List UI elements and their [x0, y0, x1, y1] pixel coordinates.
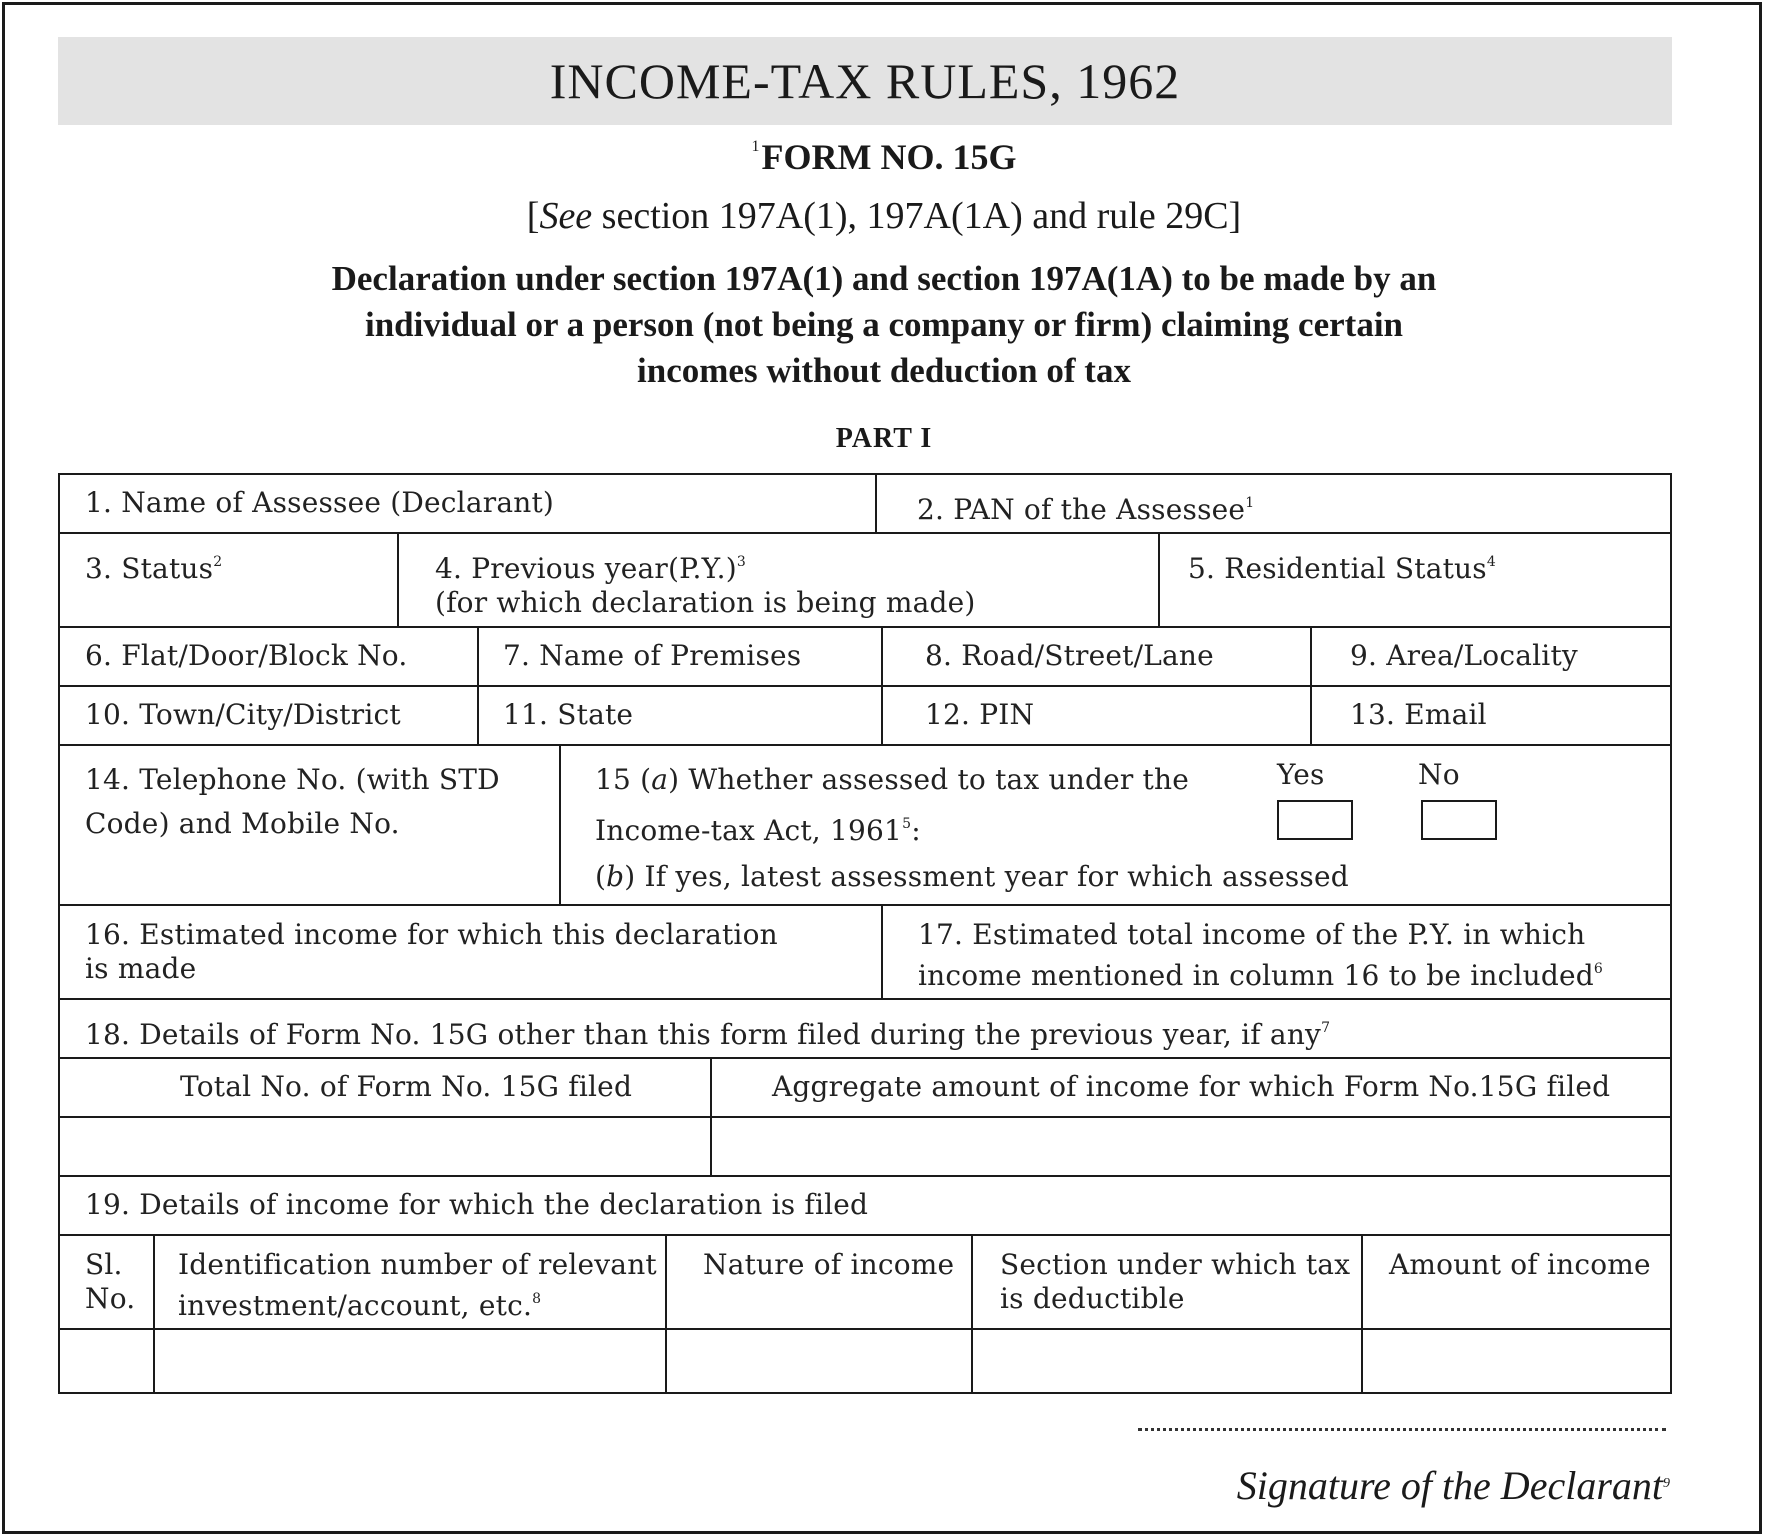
footnote-marker: 5: [902, 816, 912, 832]
col-section-line-1: Section under which tax: [1000, 1248, 1351, 1281]
field-estimated-total-line-2: income mentioned in column 16 to be included: [918, 959, 1594, 992]
col-total-forms-filed: Total No. of Form No. 15G filed: [180, 1070, 633, 1103]
field-pin: 12. PIN: [925, 698, 1035, 731]
rule-line: [58, 1234, 1672, 1236]
col-section-line-2: is deductible: [1000, 1282, 1185, 1315]
field-estimated-income: [85, 918, 778, 986]
colon: :: [911, 814, 921, 847]
yes-checkbox[interactable]: [1277, 800, 1353, 840]
field-telephone-line-2: Code) and Mobile No.: [85, 807, 400, 840]
footnote-marker: 6: [1593, 961, 1604, 977]
rule-line: [58, 685, 1672, 687]
field-residential-status-label: 5. Residential Status: [1188, 552, 1487, 585]
footnote-marker: 9: [1663, 1476, 1670, 1491]
col-amount-of-income: Amount of income: [1389, 1248, 1651, 1281]
field-pan: [917, 486, 1254, 527]
col-section: [1000, 1248, 1350, 1316]
field-state: 11. State: [503, 698, 634, 731]
field-latest-assessment-text: ) If yes, latest assessment year for which assessed: [624, 860, 1349, 893]
rule-line: [58, 904, 1672, 906]
section-reference-text: section 197A(1), 197A(1A) and rule 29C]: [601, 195, 1242, 237]
rule-line: [58, 473, 1672, 475]
footnote-marker: 1: [1245, 495, 1255, 511]
see-word: See: [539, 195, 593, 237]
field-status-label: 3. Status: [85, 552, 214, 585]
rule-line: [397, 532, 399, 628]
field-assessed-act: Income-tax Act, 1961: [595, 814, 903, 847]
rule-line: [1361, 1234, 1363, 1394]
part-heading: PART I: [835, 423, 933, 454]
rule-line: [153, 1234, 155, 1394]
col-identification-line-2: investment/account, etc.: [178, 1289, 533, 1322]
item-letter: b: [606, 860, 625, 893]
form-number-text: FORM NO. 15G: [761, 137, 1017, 177]
rule-line: [58, 532, 1672, 534]
field-other-form-label: 18. Details of Form No. 15G other than this form filed during the previous year, if any: [85, 1018, 1322, 1051]
field-residential-status: [1188, 545, 1496, 586]
rule-line: [881, 904, 883, 1000]
footnote-marker: 2: [213, 554, 223, 570]
field-previous-year-label: 4. Previous year(P.Y.): [435, 552, 737, 585]
rule-line: [58, 1328, 1672, 1330]
yes-label: Yes: [1277, 758, 1325, 791]
field-email: 13. Email: [1350, 698, 1487, 731]
field-estimated-total-line-1: 17. Estimated total income of the P.Y. in which: [918, 918, 1586, 951]
field-previous-year-note: (for which declaration is being made): [435, 586, 976, 619]
col-identification-number: [178, 1248, 657, 1323]
item-letter: a: [651, 763, 669, 796]
field-assessed-to-tax: [595, 758, 1189, 853]
rule-line: [875, 473, 877, 534]
field-income-details: 19. Details of income for which the declaration is filed: [85, 1188, 869, 1221]
col-serial-number: [85, 1248, 135, 1316]
paren: 15 (: [595, 763, 652, 796]
col-aggregate-amount: Aggregate amount of income for which Form No.15G filed: [772, 1070, 1611, 1103]
footnote-marker: 7: [1321, 1020, 1331, 1036]
field-area-locality: 9. Area/Locality: [1350, 639, 1578, 672]
rule-line: [1670, 473, 1672, 1394]
no-checkbox[interactable]: [1421, 800, 1497, 840]
field-telephone: [85, 758, 500, 846]
declaration-line-2: individual or a person (not being a company or firm) claiming certain: [364, 305, 1404, 344]
field-latest-assessment-year: [595, 860, 1349, 894]
field-telephone-line-1: 14. Telephone No. (with STD: [85, 763, 500, 796]
field-estimated-income-line-1: 16. Estimated income for which this declaration: [85, 918, 778, 951]
signature-line: [1138, 1428, 1666, 1431]
rules-title: INCOME-TAX RULES, 1962: [549, 53, 1181, 109]
rule-line: [477, 626, 479, 746]
field-estimated-total-income: [918, 918, 1603, 993]
field-status: [85, 545, 222, 586]
rule-line: [58, 626, 1672, 628]
footnote-marker: 4: [1486, 554, 1496, 570]
paren: (: [595, 860, 607, 893]
rule-line: [1310, 626, 1312, 746]
col-serial-line-2: No.: [85, 1282, 136, 1315]
field-name-of-assessee: 1. Name of Assessee (Declarant): [85, 486, 555, 519]
rule-line: [881, 626, 883, 746]
field-estimated-income-line-2: is made: [85, 952, 197, 985]
no-label: No: [1418, 758, 1460, 791]
declaration-line-1: Declaration under section 197A(1) and section 197A(1A) to be made by an: [331, 259, 1437, 298]
rule-line: [58, 1392, 1672, 1394]
field-assessed-question: ) Whether assessed to tax under the: [668, 763, 1190, 796]
field-pan-label: 2. PAN of the Assessee: [917, 493, 1246, 526]
rule-line: [665, 1234, 667, 1394]
col-nature-of-income: Nature of income: [703, 1248, 955, 1281]
rule-line: [58, 473, 60, 1394]
rule-line: [710, 1057, 712, 1177]
see-bracket: [: [526, 195, 540, 237]
rule-line: [58, 1057, 1672, 1059]
field-previous-year: [435, 545, 976, 620]
declaration-line-3: incomes without deduction of tax: [637, 351, 1131, 390]
field-flat-door-block: 6. Flat/Door/Block No.: [85, 639, 408, 672]
rule-line: [58, 1116, 1672, 1118]
field-other-form-details: [85, 1011, 1330, 1052]
footnote-marker: 3: [736, 554, 747, 570]
col-serial-line-1: Sl.: [85, 1248, 123, 1281]
col-identification-line-1: Identification number of relevant: [178, 1248, 657, 1281]
rule-line: [58, 1175, 1672, 1177]
field-name-of-premises: 7. Name of Premises: [503, 639, 802, 672]
field-town-city-district: 10. Town/City/District: [85, 698, 401, 731]
field-road-street-lane: 8. Road/Street/Lane: [925, 639, 1214, 672]
footnote-marker: 8: [532, 1291, 542, 1307]
rule-line: [559, 744, 561, 906]
rule-line: [58, 744, 1672, 746]
rule-line: [971, 1234, 973, 1394]
form-footnote-marker: 1: [751, 138, 760, 155]
rule-line: [58, 998, 1672, 1000]
signature-label: [1237, 1462, 1670, 1509]
rule-line: [1158, 532, 1160, 628]
signature-label-text: Signature of the Declarant: [1236, 1463, 1663, 1508]
